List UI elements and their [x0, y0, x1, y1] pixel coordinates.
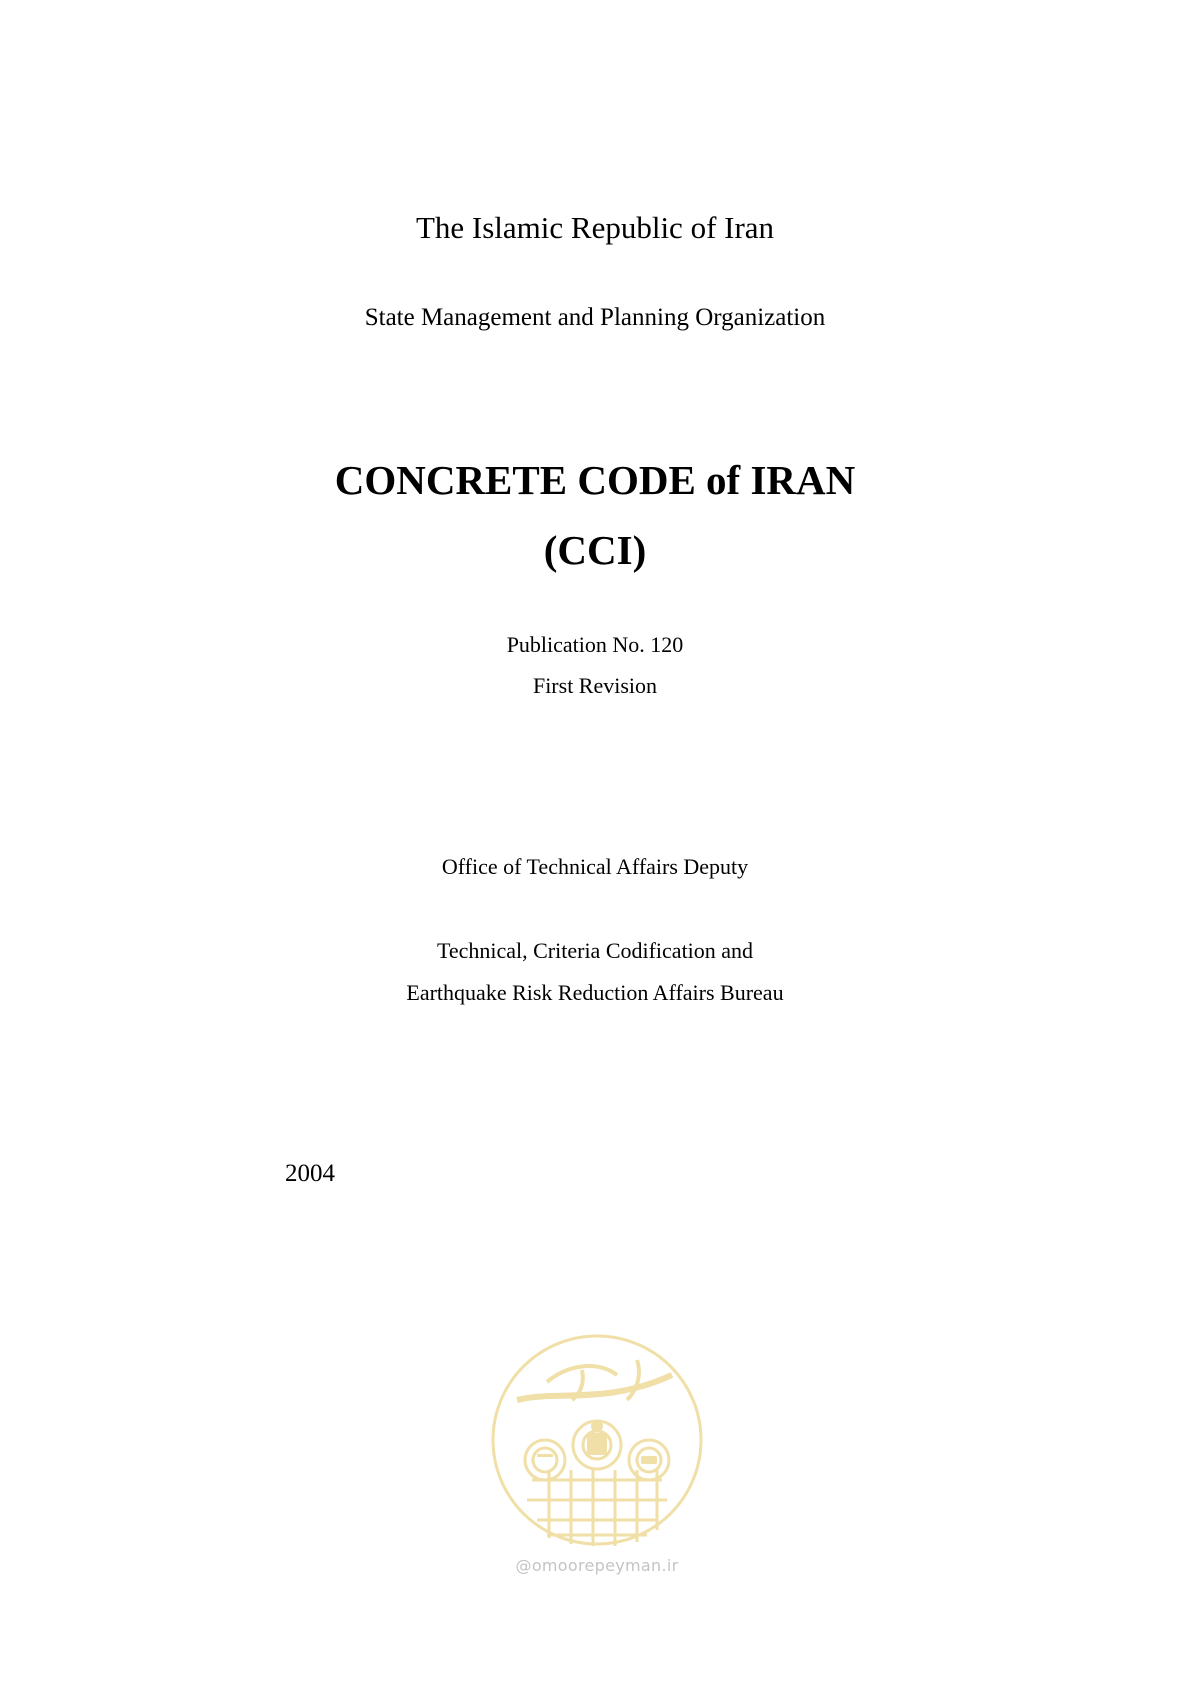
document-abbreviation: (CCI): [543, 527, 647, 573]
bureau-name-line-1: Technical, Criteria Codification and: [436, 938, 754, 963]
watermark-website: @omoorepeyman.ir: [515, 1556, 679, 1575]
country-name: The Islamic Republic of Iran: [415, 210, 775, 245]
bureau-name-line-2: Earthquake Risk Reduction Affairs Bureau: [406, 980, 784, 1005]
watermark-logo: [487, 1330, 707, 1590]
document-title: CONCRETE CODE of IRAN: [334, 457, 856, 503]
organization-name: State Management and Planning Organization: [364, 304, 826, 331]
watermark-seal-icon: [487, 1330, 707, 1550]
office-name: Office of Technical Affairs Deputy: [441, 854, 749, 879]
publication-year: 2004: [285, 1160, 335, 1187]
revision-label: First Revision: [532, 673, 658, 698]
publication-number: Publication No. 120: [506, 632, 684, 657]
